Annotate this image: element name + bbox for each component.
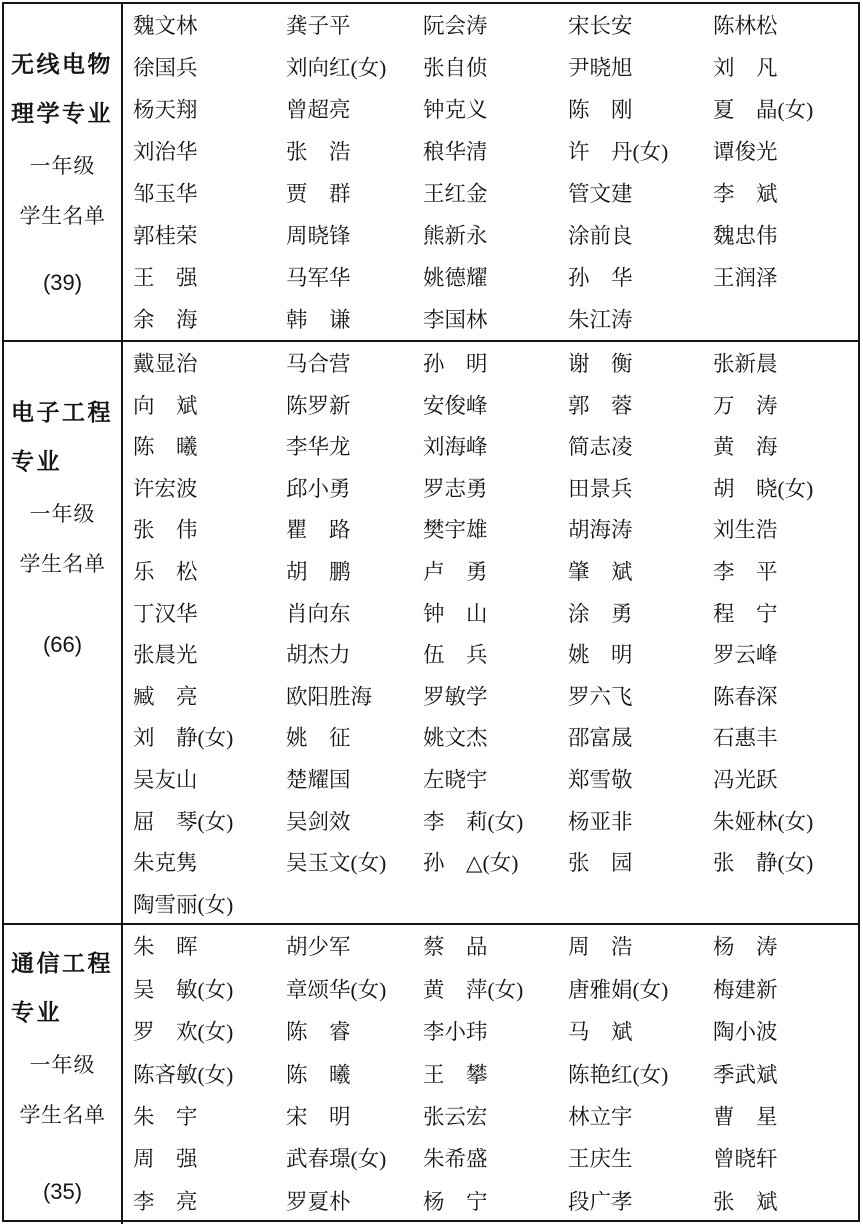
student-name: 邹玉华 <box>133 182 198 207</box>
student-name: 向 斌 <box>133 393 198 418</box>
student-name: 曾晓轩 <box>713 1147 778 1172</box>
student-name: 李 斌 <box>713 182 778 207</box>
student-name: 周 浩 <box>568 935 633 960</box>
student-name: 戴显治 <box>133 352 198 377</box>
student-name: 夏 晶(女) <box>713 98 814 123</box>
student-name: 宋长安 <box>568 14 633 39</box>
student-name: 姚 明 <box>568 643 633 668</box>
student-name: 稂华清 <box>423 140 488 165</box>
student-name: 宋 明 <box>286 1105 351 1129</box>
student-name: 肇 斌 <box>568 560 633 585</box>
student-name: 陈春深 <box>713 684 778 709</box>
student-name: 马 斌 <box>568 1020 633 1045</box>
name-grid <box>123 4 858 340</box>
major-section <box>4 4 858 340</box>
student-name: 黄 萍(女) <box>423 977 524 1002</box>
major-section <box>4 923 858 1224</box>
student-name: 刘 凡 <box>713 56 778 81</box>
student-name: 罗敏学 <box>423 684 488 709</box>
student-name: 尹晓旭 <box>568 56 633 81</box>
student-name: 朱江涛 <box>568 308 633 333</box>
student-name: 冯光跃 <box>713 767 778 792</box>
student-name: 樊宇雄 <box>423 518 488 543</box>
grade-label: 一年级 <box>29 1053 96 1077</box>
student-name: 余 海 <box>133 308 198 333</box>
student-name: 罗六飞 <box>568 684 633 709</box>
student-name: 王润泽 <box>713 266 778 291</box>
student-name: 臧 亮 <box>133 684 198 709</box>
section-header-cell <box>4 342 123 923</box>
major-title <box>4 388 121 486</box>
student-name: 张云宏 <box>423 1105 488 1129</box>
grade-label: 一年级 <box>29 154 96 178</box>
student-name: 曹 星 <box>713 1105 778 1129</box>
student-name: 郑雪敬 <box>568 767 633 792</box>
student-name: 朱 宇 <box>133 1105 198 1129</box>
roster-table <box>2 2 860 1222</box>
student-name: 谢 衡 <box>568 352 633 377</box>
student-name: 武春璟(女) <box>286 1147 387 1172</box>
student-name: 朱克隽 <box>133 851 198 876</box>
student-name: 李华龙 <box>286 435 351 460</box>
student-name: 张晨光 <box>133 643 198 668</box>
student-name: 刘治华 <box>133 140 198 165</box>
student-name: 张自侦 <box>423 56 488 81</box>
student-name: 乐 松 <box>133 560 198 585</box>
student-name: 伍 兵 <box>423 643 488 668</box>
student-name: 安俊峰 <box>423 393 488 418</box>
student-name: 梅建新 <box>713 977 778 1002</box>
student-name: 阮会涛 <box>423 14 488 39</box>
student-name: 张 斌 <box>713 1189 778 1214</box>
student-name: 陈 曦 <box>286 1062 351 1087</box>
student-name: 石惠丰 <box>713 726 778 751</box>
student-name: 朱 晖 <box>133 935 198 960</box>
student-name: 涂 勇 <box>568 601 633 626</box>
student-name: 段广孝 <box>568 1189 633 1214</box>
student-name: 曾超亮 <box>286 98 351 123</box>
student-name: 罗云峰 <box>713 643 778 668</box>
student-name: 熊新永 <box>423 224 488 249</box>
student-name: 孙 华 <box>568 266 633 291</box>
student-name: 王 强 <box>133 266 198 291</box>
student-name: 张新晨 <box>713 352 778 377</box>
student-name: 姚德耀 <box>423 266 488 291</box>
name-grid <box>123 342 858 923</box>
student-name: 周 强 <box>133 1147 198 1172</box>
student-name: 陈 睿 <box>286 1020 351 1045</box>
student-count: (39) <box>42 270 83 295</box>
student-name: 张 伟 <box>133 518 198 543</box>
student-name: 卢 勇 <box>423 560 488 585</box>
student-name: 欧阳胜海 <box>286 684 373 709</box>
student-name: 杨天翔 <box>133 98 198 123</box>
student-name: 陈林松 <box>713 14 778 39</box>
student-name: 刘海峰 <box>423 435 488 460</box>
student-name: 吴玉文(女) <box>286 851 387 876</box>
student-name: 罗 欢(女) <box>133 1020 234 1045</box>
student-name: 张 浩 <box>286 140 351 165</box>
student-name: 李国林 <box>423 308 488 333</box>
major-title <box>4 40 121 138</box>
student-name: 季武斌 <box>713 1062 778 1087</box>
student-name: 郭桂荣 <box>133 224 198 249</box>
roster-label: 学生名单 <box>19 552 106 576</box>
student-name: 唐雅娟(女) <box>568 977 669 1002</box>
student-name: 吴剑效 <box>286 809 351 834</box>
student-name: 陶小波 <box>713 1020 778 1045</box>
roster-label: 学生名单 <box>19 204 106 228</box>
student-name: 姚文杰 <box>423 726 488 751</box>
student-name: 邱小勇 <box>286 476 351 501</box>
student-name: 孙 △(女) <box>423 851 519 876</box>
student-name: 蔡 品 <box>423 935 488 960</box>
student-name: 陶雪丽(女) <box>133 892 234 917</box>
student-name: 许宏波 <box>133 476 198 501</box>
student-name: 韩 谦 <box>286 308 351 333</box>
student-name: 孙 明 <box>423 352 488 377</box>
student-name: 朱希盛 <box>423 1147 488 1172</box>
student-name: 李 平 <box>713 560 778 585</box>
student-name: 管文建 <box>568 182 633 207</box>
student-name: 丁汉华 <box>133 601 198 626</box>
student-name: 朱娅林(女) <box>713 809 814 834</box>
student-count: (35) <box>42 1179 83 1204</box>
student-name: 程 宁 <box>713 601 778 626</box>
student-name: 刘向红(女) <box>286 56 387 81</box>
student-name: 邵富晟 <box>568 726 633 751</box>
student-name: 陈 刚 <box>568 98 633 123</box>
student-name: 涂前良 <box>568 224 633 249</box>
student-name: 林立宇 <box>568 1105 633 1129</box>
major-title-line: 专业 <box>11 448 62 474</box>
major-title-line: 专业 <box>11 999 62 1025</box>
student-name: 张 静(女) <box>713 851 814 876</box>
student-name: 陈艳红(女) <box>568 1062 669 1087</box>
student-name: 张 园 <box>568 851 633 876</box>
student-name: 陈 曦 <box>133 435 198 460</box>
student-name: 左晓宇 <box>423 767 488 792</box>
student-name: 刘生浩 <box>713 518 778 543</box>
student-name: 谭俊光 <box>713 140 778 165</box>
student-name: 杨 涛 <box>713 935 778 960</box>
roster-label: 学生名单 <box>19 1103 106 1127</box>
student-name: 王红金 <box>423 182 488 207</box>
student-name: 刘 静(女) <box>133 726 234 751</box>
student-name: 屈 琴(女) <box>133 809 234 834</box>
student-name: 吴 敏(女) <box>133 977 234 1002</box>
major-section <box>4 340 858 923</box>
name-grid <box>123 925 858 1224</box>
student-name: 罗志勇 <box>423 476 488 501</box>
student-name: 钟 山 <box>423 601 488 626</box>
student-name: 胡少军 <box>286 935 351 960</box>
student-name: 杨 宁 <box>423 1189 488 1214</box>
student-name: 黄 海 <box>713 435 778 460</box>
student-name: 章颂华(女) <box>286 977 387 1002</box>
student-name: 许 丹(女) <box>568 140 669 165</box>
student-name: 胡海涛 <box>568 518 633 543</box>
student-name: 楚耀国 <box>286 767 351 792</box>
student-count: (66) <box>42 632 83 657</box>
grade-label: 一年级 <box>29 502 96 526</box>
student-name: 王 攀 <box>423 1062 488 1087</box>
student-name: 王庆生 <box>568 1147 633 1172</box>
student-name: 周晓锋 <box>286 224 351 249</box>
student-name: 李 亮 <box>133 1189 198 1214</box>
student-name: 罗夏朴 <box>286 1189 351 1214</box>
student-name: 万 涛 <box>713 393 778 418</box>
student-name: 肖向东 <box>286 601 351 626</box>
student-name: 胡 晓(女) <box>713 476 814 501</box>
student-name: 杨亚非 <box>568 809 633 834</box>
student-name: 吴友山 <box>133 767 198 792</box>
student-name: 龚子平 <box>286 14 351 39</box>
student-name: 姚 征 <box>286 726 351 751</box>
student-name: 徐国兵 <box>133 56 198 81</box>
student-name: 胡 鹏 <box>286 560 351 585</box>
student-name: 钟克义 <box>423 98 488 123</box>
student-name: 魏文林 <box>133 14 198 39</box>
student-name: 胡杰力 <box>286 643 351 668</box>
student-name: 田景兵 <box>568 476 633 501</box>
student-name: 李 莉(女) <box>423 809 524 834</box>
section-header-cell <box>4 925 123 1224</box>
student-name: 陈罗新 <box>286 393 351 418</box>
major-title-line: 通信工程 <box>11 950 113 976</box>
student-name: 贾 群 <box>286 182 351 207</box>
student-name: 陈吝敏(女) <box>133 1062 234 1087</box>
student-name: 马合营 <box>286 352 351 377</box>
student-name: 李小玮 <box>423 1020 488 1045</box>
student-name: 郭 蓉 <box>568 393 633 418</box>
student-name: 瞿 路 <box>286 518 351 543</box>
major-title-line: 电子工程 <box>11 399 113 425</box>
student-name: 魏忠伟 <box>713 224 778 249</box>
major-title-line: 无线电物 <box>11 51 113 77</box>
major-title <box>4 939 121 1037</box>
student-name: 简志凌 <box>568 435 633 460</box>
major-title-line: 理学专业 <box>11 100 113 126</box>
section-header-cell <box>4 4 123 340</box>
student-name: 马军华 <box>286 266 351 291</box>
